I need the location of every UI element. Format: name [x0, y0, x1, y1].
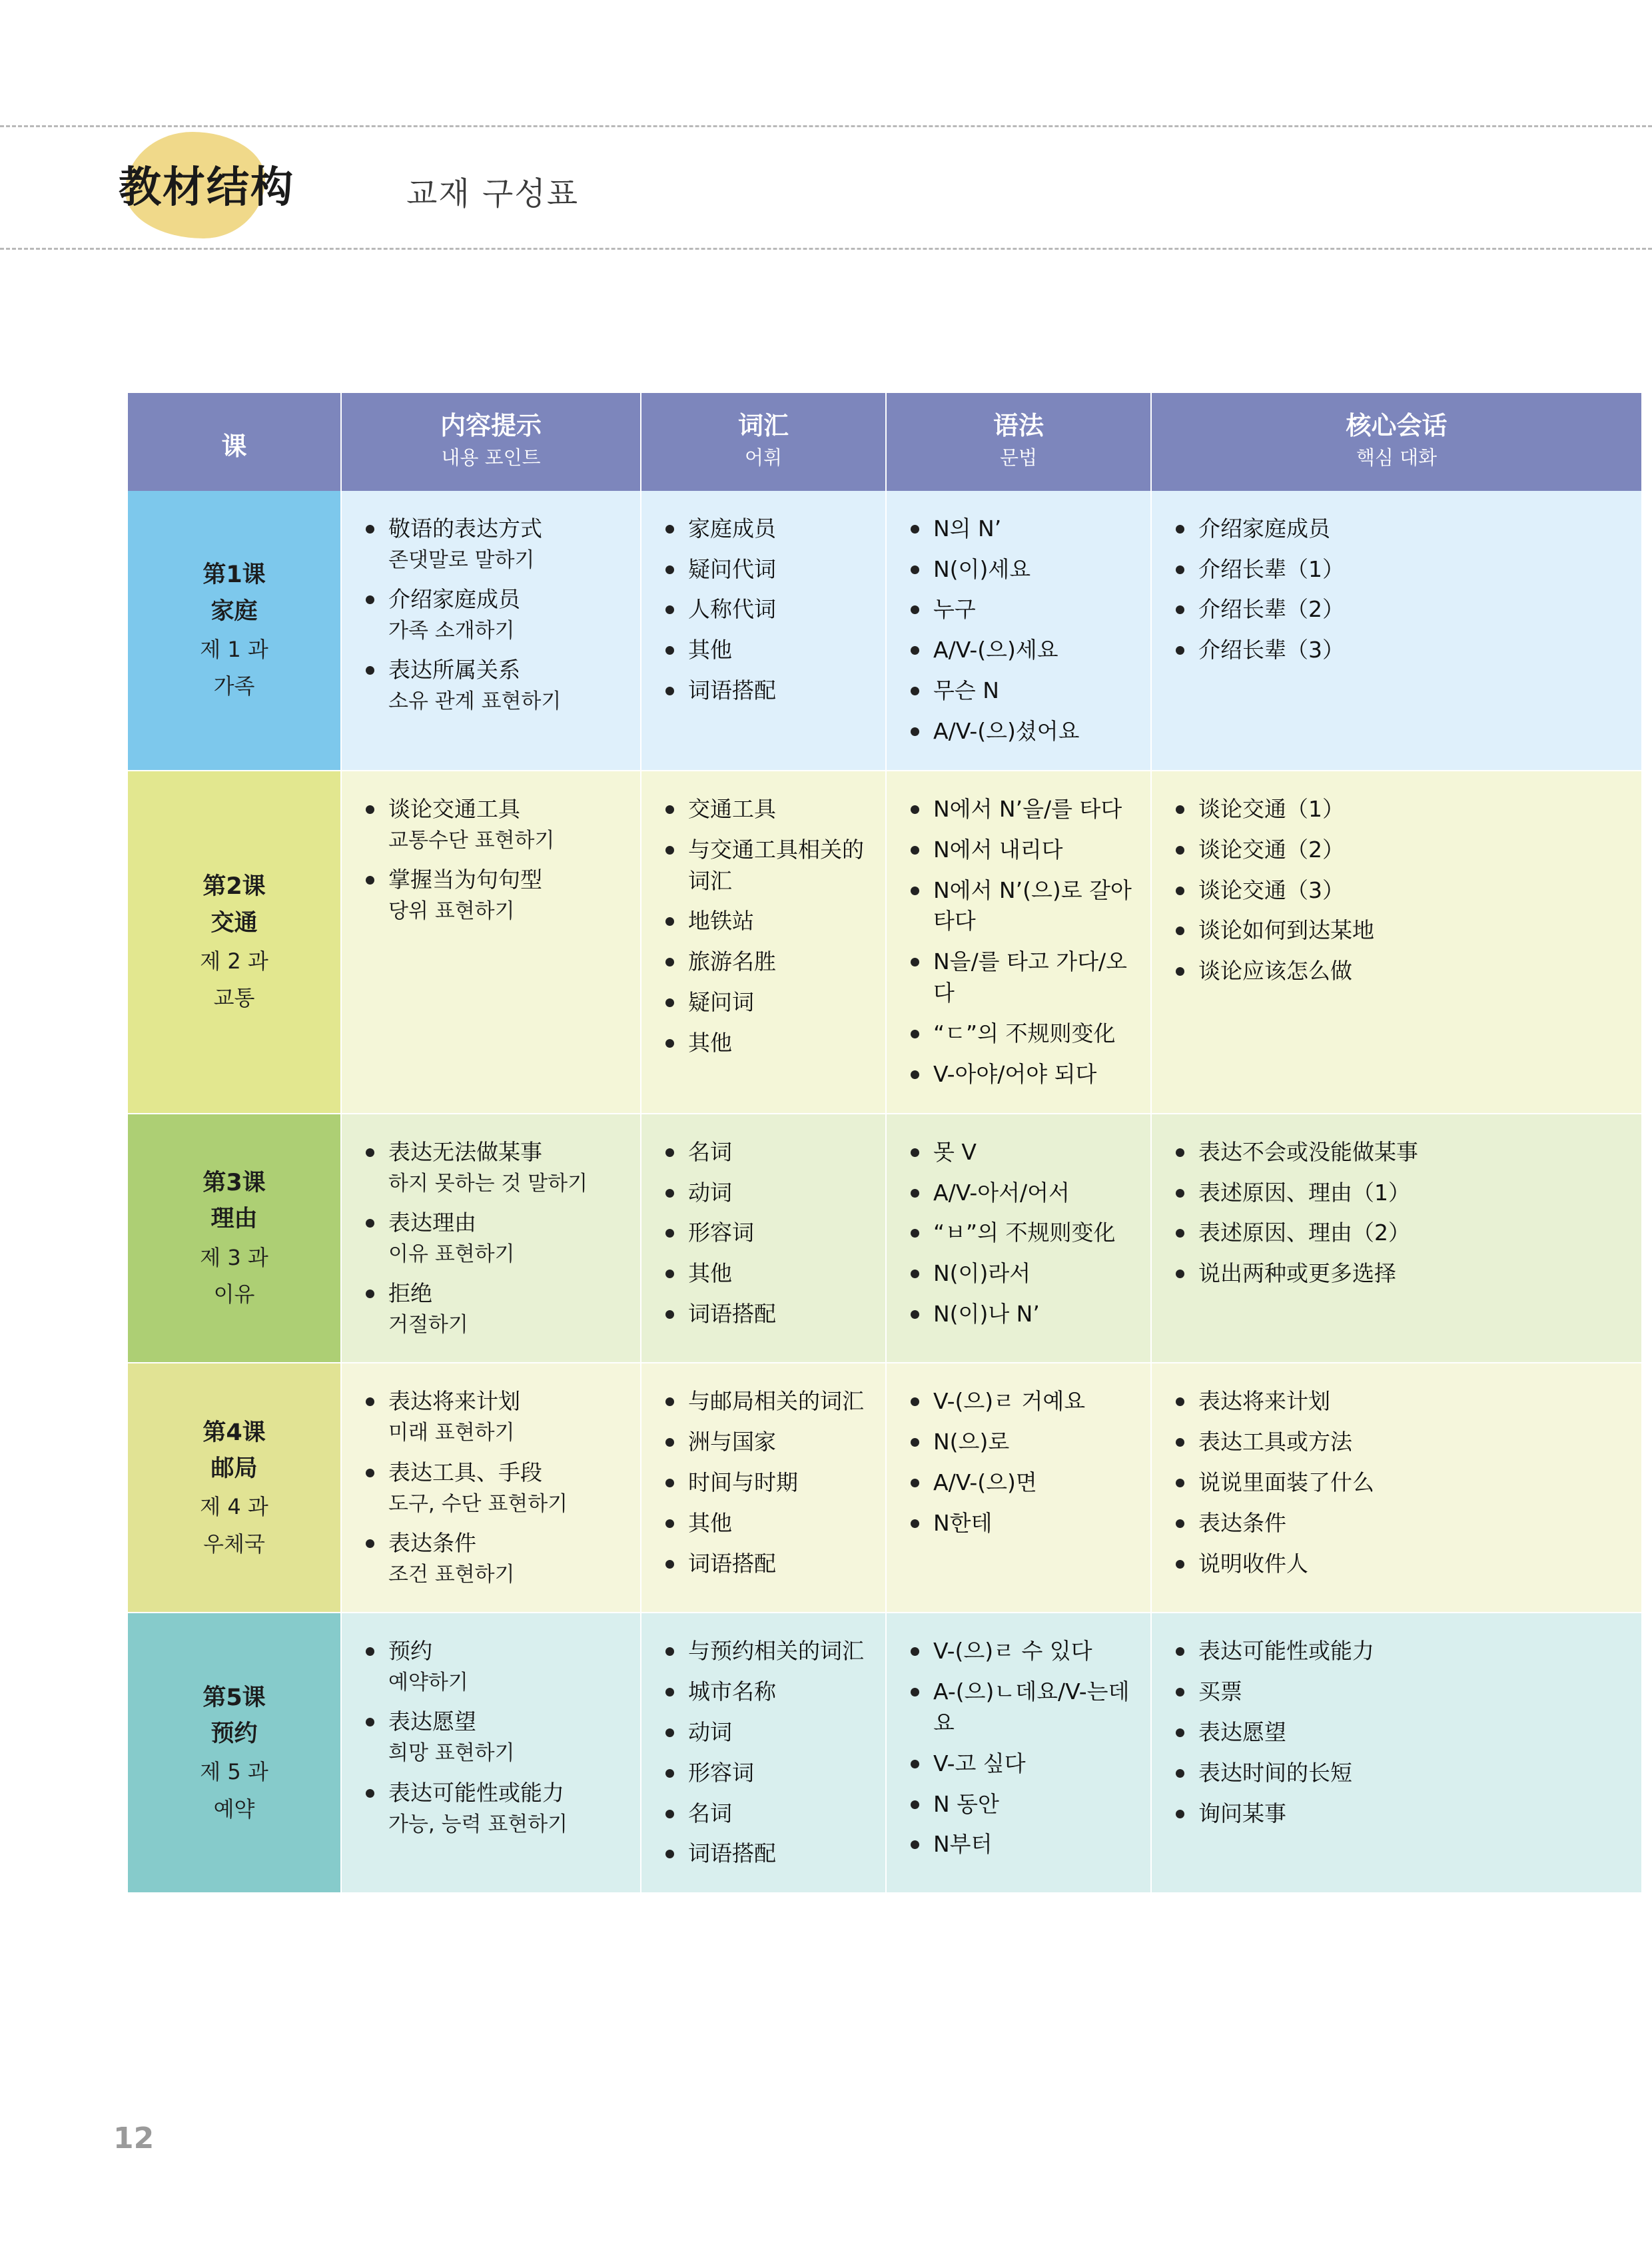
item-main: 表达可能性或能力	[388, 1779, 564, 1806]
list-item	[661, 514, 873, 545]
list-item	[1172, 915, 1629, 946]
table-row	[128, 1114, 1641, 1363]
dialog-cell	[1151, 1613, 1641, 1893]
item-main: N에서 N’을/를 타다	[933, 795, 1122, 822]
list-item	[907, 1467, 1138, 1499]
item-sub: 미래 표현하기	[388, 1421, 515, 1445]
list-item	[661, 594, 873, 625]
table-row	[128, 1363, 1641, 1613]
list-item	[907, 1789, 1138, 1820]
points-list	[362, 794, 628, 927]
item-main: 表达可能性或能力	[1198, 1638, 1374, 1665]
item-main: 与邮局相关的词汇	[688, 1388, 864, 1415]
list-item	[1172, 514, 1629, 545]
item-main: 买票	[1198, 1679, 1242, 1705]
list-item	[1172, 1258, 1629, 1290]
item-sub: 교통수단 표현하기	[388, 828, 555, 853]
item-main: 形容词	[688, 1220, 754, 1246]
item-sub: 가족 소개하기	[388, 618, 515, 643]
column-header-points-zh: 内容提示	[440, 411, 542, 440]
list-item	[907, 1178, 1138, 1209]
item-main: 掌握当为句句型	[388, 867, 542, 893]
list-item	[661, 1677, 873, 1708]
list-item	[907, 1299, 1138, 1330]
item-main: N한테	[933, 1510, 993, 1536]
lesson-cell	[128, 771, 341, 1114]
points-cell	[341, 1363, 641, 1613]
item-main: 表达愿望	[1198, 1718, 1286, 1745]
item-main: 人称代词	[688, 596, 776, 623]
item-main: 表达所属关系	[388, 657, 520, 683]
list-item	[362, 1457, 628, 1519]
list-item	[907, 1218, 1138, 1249]
lesson-cell	[128, 1114, 341, 1363]
vocabulary-cell	[641, 1114, 886, 1363]
item-main: 家庭成员	[688, 515, 776, 542]
item-main: 词语搭配	[688, 1550, 776, 1577]
lesson-topic-zh: 家庭	[210, 597, 258, 625]
lesson-cell	[128, 1613, 341, 1893]
dialog-cell	[1151, 1363, 1641, 1613]
structure-table	[128, 393, 1641, 1894]
item-main: 疑问代词	[688, 556, 776, 582]
item-main: 表达愿望	[388, 1708, 476, 1735]
list-item	[907, 875, 1138, 938]
item-main: 무슨 N	[933, 677, 999, 704]
item-main: 表达工具或方法	[1198, 1429, 1352, 1455]
vocabulary-list	[661, 794, 873, 1059]
list-item	[907, 1829, 1138, 1860]
lesson-cell	[128, 1363, 341, 1613]
list-item	[907, 946, 1138, 1009]
column-header-dialog-zh: 核心会话	[1346, 411, 1447, 440]
points-cell	[341, 1613, 641, 1893]
item-main: 词语搭配	[688, 1301, 776, 1327]
item-main: 敬语的表达方式	[388, 515, 542, 542]
list-item	[907, 1258, 1138, 1290]
list-item	[661, 1467, 873, 1499]
grammar-list	[907, 794, 1138, 1090]
table-row	[128, 1613, 1641, 1893]
lesson-cell	[128, 491, 341, 771]
lesson-number-zh: 第3课	[203, 1170, 266, 1197]
list-item	[661, 987, 873, 1018]
lesson-number-zh: 第1课	[203, 561, 266, 589]
list-item	[907, 1427, 1138, 1458]
item-main: 城市名称	[688, 1679, 776, 1705]
item-main: 谈论如何到达某地	[1198, 917, 1374, 944]
lesson-number-ko: 제 5 과	[200, 1759, 268, 1785]
item-main: 其他	[688, 1029, 732, 1056]
item-main: A/V-(으)면	[933, 1469, 1037, 1496]
points-list	[362, 1386, 628, 1589]
item-main: 地铁站	[688, 908, 754, 934]
column-header-points	[341, 393, 641, 491]
item-main: 其他	[688, 1510, 732, 1536]
list-item	[1172, 1137, 1629, 1168]
list-item	[907, 1677, 1138, 1739]
list-item	[1172, 1467, 1629, 1499]
list-item	[907, 835, 1138, 866]
item-main: 词语搭配	[688, 1840, 776, 1867]
list-item	[1172, 554, 1629, 585]
item-main: 表达条件	[388, 1529, 476, 1556]
grammar-list	[907, 1137, 1138, 1330]
list-item	[661, 1717, 873, 1748]
list-item	[907, 514, 1138, 545]
column-header-vocabulary-ko: 어휘	[744, 446, 783, 469]
item-main: 못 V	[933, 1138, 977, 1165]
list-item	[362, 1528, 628, 1589]
vocabulary-list	[661, 1636, 873, 1870]
list-item	[1172, 1218, 1629, 1249]
item-main: 与交通工具相关的词汇	[688, 836, 864, 894]
lesson-number-zh: 第5课	[203, 1684, 266, 1711]
dialog-list	[1172, 794, 1629, 987]
list-item	[362, 1137, 628, 1198]
item-sub: 예약하기	[388, 1671, 468, 1695]
lesson-number-zh: 第2课	[203, 873, 266, 901]
item-main: 表达将来计划	[1198, 1388, 1330, 1415]
item-main: “ㅂ”의 不规则变化	[933, 1220, 1116, 1246]
item-sub: 도구, 수단 표현하기	[388, 1491, 568, 1516]
page-header	[0, 120, 1652, 253]
item-main: 介绍长辈（3）	[1198, 637, 1344, 663]
list-item	[1172, 1636, 1629, 1667]
item-main: 说出两种或更多选择	[1198, 1260, 1396, 1287]
lesson-topic-ko: 이유	[213, 1282, 255, 1308]
item-sub: 거절하기	[388, 1313, 468, 1337]
list-item	[661, 1636, 873, 1667]
item-main: N에서 N’(으)로 갈아타다	[933, 877, 1132, 934]
item-sub: 이유 표현하기	[388, 1242, 515, 1266]
item-main: N의 N’	[933, 515, 1002, 542]
list-item	[1172, 1549, 1629, 1580]
list-item	[1172, 1386, 1629, 1417]
item-sub: 존댓말로 말하기	[388, 548, 535, 572]
item-main: 词语搭配	[688, 677, 776, 704]
item-main: 预约	[388, 1638, 432, 1665]
item-main: 形容词	[688, 1759, 754, 1786]
lesson-topic-ko: 예약	[213, 1796, 255, 1822]
item-main: 表达无法做某事	[388, 1138, 542, 1165]
list-item	[661, 635, 873, 666]
item-main: 名词	[688, 1800, 732, 1826]
list-item	[362, 1636, 628, 1697]
list-item	[907, 675, 1138, 707]
item-main: 交通工具	[688, 795, 776, 822]
dialog-list	[1172, 1386, 1629, 1579]
item-main: 谈论交通（2）	[1198, 836, 1344, 863]
list-item	[661, 1178, 873, 1209]
list-item	[362, 1386, 628, 1447]
list-item	[661, 1427, 873, 1458]
lesson-topic-ko: 가족	[213, 673, 255, 699]
list-item	[362, 514, 628, 575]
page-number: 12	[113, 2121, 155, 2155]
list-item	[362, 1778, 628, 1839]
item-main: 表述原因、理由（2）	[1198, 1220, 1410, 1246]
item-sub: 희망 표현하기	[388, 1741, 515, 1766]
item-main: 介绍长辈（1）	[1198, 556, 1344, 582]
item-sub: 하지 못하는 것 말하기	[388, 1171, 588, 1196]
lesson-topic-zh: 邮局	[210, 1455, 258, 1483]
list-item	[1172, 956, 1629, 987]
lesson-number-ko: 제 2 과	[200, 948, 268, 974]
item-main: N을/를 타고 가다/오다	[933, 948, 1128, 1006]
list-item	[661, 794, 873, 825]
item-main: 说说里面装了什么	[1198, 1469, 1374, 1496]
vocabulary-list	[661, 514, 873, 707]
grammar-cell	[886, 771, 1151, 1114]
vocabulary-cell	[641, 491, 886, 771]
list-item	[362, 794, 628, 855]
list-item	[907, 1748, 1138, 1780]
list-item	[1172, 1427, 1629, 1458]
list-item	[1172, 794, 1629, 825]
list-item	[1172, 835, 1629, 866]
table-row	[128, 771, 1641, 1114]
item-main: 表述原因、理由（1）	[1198, 1179, 1410, 1206]
vocabulary-cell	[641, 1613, 886, 1893]
list-item	[661, 1386, 873, 1417]
item-main: 时间与时期	[688, 1469, 798, 1496]
item-main: 动词	[688, 1718, 732, 1745]
list-item	[661, 1258, 873, 1290]
vocabulary-list	[661, 1386, 873, 1579]
item-main: 介绍家庭成员	[388, 585, 520, 612]
list-item	[661, 554, 873, 585]
item-main: 表达将来计划	[388, 1388, 520, 1415]
item-sub: 조건 표현하기	[388, 1562, 515, 1587]
item-main: A/V-(으)셨어요	[933, 717, 1080, 744]
item-main: 谈论交通（3）	[1198, 877, 1344, 903]
dialog-cell	[1151, 491, 1641, 771]
divider-top	[0, 125, 1652, 127]
list-item	[661, 1508, 873, 1539]
list-item	[1172, 1717, 1629, 1748]
item-main: “ㄷ”의 不规则变化	[933, 1020, 1116, 1046]
lesson-number-zh: 第4课	[203, 1419, 266, 1446]
dialog-list	[1172, 1636, 1629, 1829]
item-main: 谈论交通工具	[388, 795, 520, 822]
item-main: N(으)로	[933, 1429, 1010, 1455]
item-main: 动词	[688, 1179, 732, 1206]
item-main: 询问某事	[1198, 1800, 1286, 1826]
dialog-cell	[1151, 1114, 1641, 1363]
list-item	[1172, 1758, 1629, 1789]
item-main: 其他	[688, 1260, 732, 1287]
list-item	[661, 946, 873, 978]
item-main: 表达条件	[1198, 1510, 1286, 1536]
list-item	[907, 635, 1138, 666]
list-item	[1172, 635, 1629, 666]
column-header-points-ko: 내용 포인트	[441, 446, 541, 469]
grammar-list	[907, 1386, 1138, 1539]
item-main: 其他	[688, 637, 732, 663]
item-main: N(이)나 N’	[933, 1301, 1040, 1327]
list-item	[661, 1137, 873, 1168]
list-item	[362, 865, 628, 926]
list-item	[661, 906, 873, 937]
list-item	[661, 1549, 873, 1580]
item-main: N(이)세요	[933, 556, 1031, 582]
item-main: 介绍长辈（2）	[1198, 596, 1344, 623]
lesson-number-ko: 제 3 과	[200, 1244, 268, 1270]
column-header-dialog-ko: 핵심 대화	[1356, 446, 1438, 469]
list-item	[661, 1028, 873, 1059]
list-item	[907, 794, 1138, 825]
item-main: 与预约相关的词汇	[688, 1638, 864, 1665]
list-item	[661, 835, 873, 897]
item-main: V-고 싶다	[933, 1750, 1026, 1776]
grammar-cell	[886, 1114, 1151, 1363]
column-header-lesson-zh: 课	[221, 431, 247, 461]
item-main: 疑问词	[688, 989, 754, 1016]
points-list	[362, 1137, 628, 1340]
item-sub: 당위 표현하기	[388, 899, 515, 923]
list-item	[661, 1299, 873, 1330]
column-header-dialog	[1151, 393, 1641, 491]
divider-bottom	[0, 248, 1652, 250]
list-item	[907, 554, 1138, 585]
table-row	[128, 491, 1641, 771]
list-item	[907, 1059, 1138, 1090]
list-item	[907, 594, 1138, 625]
list-item	[1172, 1798, 1629, 1830]
item-main: 谈论交通（1）	[1198, 795, 1344, 822]
item-main: V-아야/어야 되다	[933, 1060, 1097, 1087]
column-header-lesson	[128, 393, 341, 491]
lesson-topic-zh: 预约	[210, 1720, 258, 1748]
column-header-vocabulary	[641, 393, 886, 491]
points-cell	[341, 491, 641, 771]
lesson-topic-ko: 교통	[213, 985, 255, 1011]
points-list	[362, 514, 628, 717]
list-item	[1172, 1677, 1629, 1708]
list-item	[362, 1706, 628, 1768]
list-item	[1172, 1508, 1629, 1539]
page-subtitle: 교재 구성표	[406, 175, 580, 212]
item-sub: 가능, 능력 표현하기	[388, 1812, 568, 1836]
grammar-cell	[886, 1363, 1151, 1613]
vocabulary-cell	[641, 1363, 886, 1613]
list-item	[1172, 1178, 1629, 1209]
item-main: A/V-아서/어서	[933, 1179, 1070, 1206]
item-main: 表达工具、手段	[388, 1459, 542, 1485]
vocabulary-list	[661, 1137, 873, 1330]
column-header-vocabulary-zh: 词汇	[737, 411, 789, 440]
page-title: 教材结构	[119, 163, 294, 212]
list-item	[661, 675, 873, 707]
item-main: 旅游名胜	[688, 948, 776, 975]
item-main: 谈论应该怎么做	[1198, 958, 1352, 984]
list-item	[907, 1018, 1138, 1050]
item-main: A-(으)ㄴ데요/V-는데요	[933, 1679, 1130, 1736]
vocabulary-cell	[641, 771, 886, 1114]
item-sub: 소유 관계 표현하기	[388, 689, 562, 713]
item-main: 介绍家庭成员	[1198, 515, 1330, 542]
list-item	[661, 1798, 873, 1830]
lesson-number-ko: 제 1 과	[200, 636, 268, 662]
dialog-list	[1172, 1137, 1629, 1290]
list-item	[1172, 875, 1629, 907]
list-item	[907, 1386, 1138, 1417]
item-main: V-(으)ㄹ 거예요	[933, 1388, 1086, 1415]
list-item	[362, 1278, 628, 1339]
list-item	[362, 1208, 628, 1269]
column-header-grammar	[886, 393, 1151, 491]
list-item	[362, 584, 628, 645]
lesson-topic-zh: 交通	[210, 909, 258, 936]
list-item	[661, 1758, 873, 1789]
grammar-list	[907, 1636, 1138, 1860]
item-main: 说明收件人	[1198, 1550, 1308, 1577]
item-main: 表达时间的长短	[1198, 1759, 1352, 1786]
dialog-cell	[1151, 771, 1641, 1114]
points-cell	[341, 771, 641, 1114]
item-main: 名词	[688, 1138, 732, 1165]
table-body	[128, 491, 1641, 1894]
item-main: 누구	[933, 596, 976, 623]
lesson-topic-ko: 우체국	[203, 1531, 265, 1557]
item-main: N 동안	[933, 1790, 999, 1817]
lesson-topic-zh: 理由	[210, 1206, 258, 1233]
item-main: N부터	[933, 1831, 993, 1858]
list-item	[907, 716, 1138, 747]
item-main: A/V-(으)세요	[933, 637, 1058, 663]
item-main: N에서 내리다	[933, 836, 1063, 863]
structure-table-container	[128, 393, 1641, 1894]
item-main: 洲与国家	[688, 1429, 776, 1455]
item-main: 拒绝	[388, 1280, 432, 1307]
points-cell	[341, 1114, 641, 1363]
column-header-grammar-zh: 语法	[993, 411, 1044, 440]
dialog-list	[1172, 514, 1629, 666]
list-item	[907, 1636, 1138, 1667]
points-list	[362, 1636, 628, 1839]
grammar-cell	[886, 1613, 1151, 1893]
list-item	[1172, 594, 1629, 625]
column-header-grammar-ko: 문법	[999, 446, 1038, 469]
list-item	[661, 1218, 873, 1249]
list-item	[907, 1508, 1138, 1539]
list-item	[362, 655, 628, 716]
lesson-number-ko: 제 4 과	[200, 1494, 268, 1520]
grammar-cell	[886, 491, 1151, 771]
table-header-row	[128, 393, 1641, 491]
item-main: N(이)라서	[933, 1260, 1031, 1287]
item-main: 表达不会或没能做某事	[1198, 1138, 1418, 1165]
list-item	[661, 1838, 873, 1870]
grammar-list	[907, 514, 1138, 747]
item-main: 表达理由	[388, 1209, 476, 1236]
list-item	[907, 1137, 1138, 1168]
item-main: V-(으)ㄹ 수 있다	[933, 1638, 1092, 1665]
